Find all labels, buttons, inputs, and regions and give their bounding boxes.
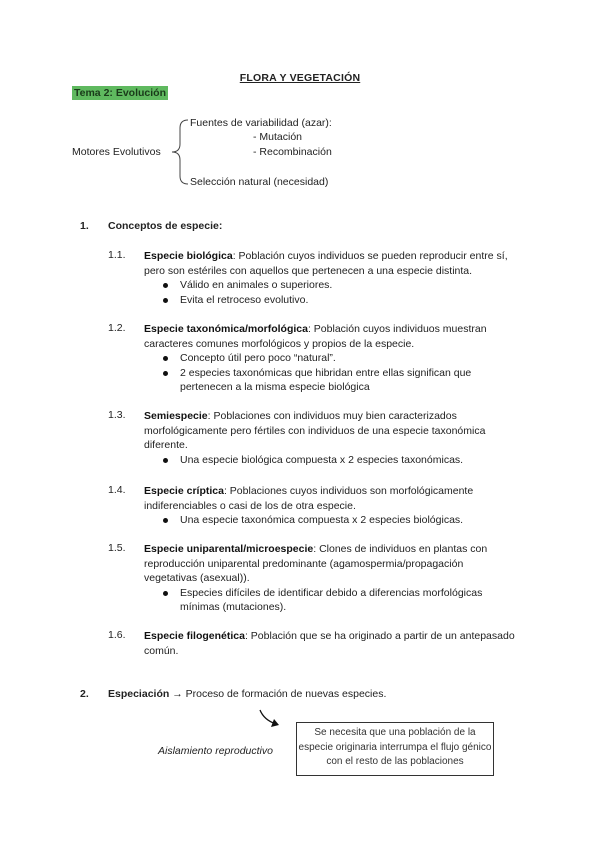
subsection-number: 1.4. xyxy=(108,484,126,496)
fuentes-variabilidad: Fuentes de variabilidad (azar): xyxy=(190,117,332,129)
definition: : Poblaciones con individuos muy bien caracterizados morfológicamente pero fértiles con individuos de una especie taxonómica diferente. xyxy=(144,410,486,452)
subsection-number: 1.6. xyxy=(108,629,126,641)
definition: : Población cuyos individuos se pueden reproducir entre sí, pero son estériles con aquellos que pertenecen a una especie distinta. xyxy=(144,250,508,277)
list-item: Una especie biológica compuesta x 2 especies taxonómicas. xyxy=(163,453,516,468)
subsection-1-5 xyxy=(144,542,516,615)
seleccion-natural: Selección natural (necesidad) xyxy=(190,176,329,188)
subsection-1-1 xyxy=(144,249,516,307)
definition: : Poblaciones cuyos individuos son morfológicamente indiferenciables o casi de los de otra especie. xyxy=(144,485,474,512)
section-2-heading xyxy=(80,688,386,700)
subsection-number: 1.1. xyxy=(108,249,126,261)
page-title: FLORA Y VEGETACIÓN xyxy=(239,72,361,84)
term: Especie taxonómica/morfológica xyxy=(144,323,308,335)
term: Especie uniparental/microespecie xyxy=(144,543,314,555)
definition: : Población que se ha originado a partir de un antepasado común. xyxy=(144,630,515,657)
aislamiento-label: Aislamiento reproductivo xyxy=(158,745,273,757)
section-2-description: → Proceso de formación de nuevas especies. xyxy=(169,688,387,700)
recombinacion-item: - Recombinación xyxy=(253,146,332,158)
curly-brace-icon xyxy=(168,118,190,186)
bullet-icon xyxy=(163,298,168,303)
note-box: Se necesita que una población de la especie originaria interrumpa el flujo génico con el resto de las poblaciones xyxy=(296,722,494,776)
subsection-number: 1.5. xyxy=(108,542,126,554)
mutacion-item: - Mutación xyxy=(253,131,303,143)
subsection-1-6 xyxy=(144,629,516,658)
list-item: Evita el retroceso evolutivo. xyxy=(163,293,516,308)
topic-highlight: Tema 2: Evolución xyxy=(74,87,166,99)
section-1-heading xyxy=(80,220,222,232)
bullet-icon xyxy=(163,371,168,376)
subsection-1-2 xyxy=(144,322,516,395)
section-title: Especiación xyxy=(108,688,170,700)
term: Especie biológica xyxy=(144,250,233,262)
list-item: Válido en animales o superiores. xyxy=(163,278,516,293)
subsection-1-3 xyxy=(144,409,516,467)
bullet-icon xyxy=(163,356,168,361)
term: Especie críptica xyxy=(144,485,224,497)
curved-arrow-icon xyxy=(258,708,284,732)
definition: : Clones de individuos en plantas con reproducción uniparental predominante (agamospermia/propagación vegetativas (asexual)). xyxy=(144,543,488,585)
bullet-icon xyxy=(163,518,168,523)
subsection-number: 1.2. xyxy=(108,322,126,334)
term: Especie filogenética xyxy=(144,630,245,642)
motores-label: Motores Evolutivos xyxy=(72,146,161,158)
definition: : Población cuyos individuos muestran caracteres comunes morfológicos y propios de la especie. xyxy=(144,323,487,350)
list-item: Especies difíciles de identificar debido a diferencias morfológicas mínimas (mutaciones). xyxy=(163,586,516,615)
list-item: 2 especies taxonómicas que hibridan entre ellas significan que pertenecen a la misma especie biológica xyxy=(163,366,516,395)
section-title: Conceptos de especie: xyxy=(108,220,223,232)
subsection-number: 1.3. xyxy=(108,409,126,421)
section-number: 2. xyxy=(80,688,89,700)
list-item: Concepto útil pero poco “natural”. xyxy=(163,351,516,366)
section-number: 1. xyxy=(80,220,89,232)
term: Semiespecie xyxy=(144,410,208,422)
list-item: Una especie taxonómica compuesta x 2 especies biológicas. xyxy=(163,513,516,528)
bullet-icon xyxy=(163,283,168,288)
bullet-icon xyxy=(163,591,168,596)
subsection-1-4 xyxy=(144,484,516,528)
bullet-icon xyxy=(163,458,168,463)
